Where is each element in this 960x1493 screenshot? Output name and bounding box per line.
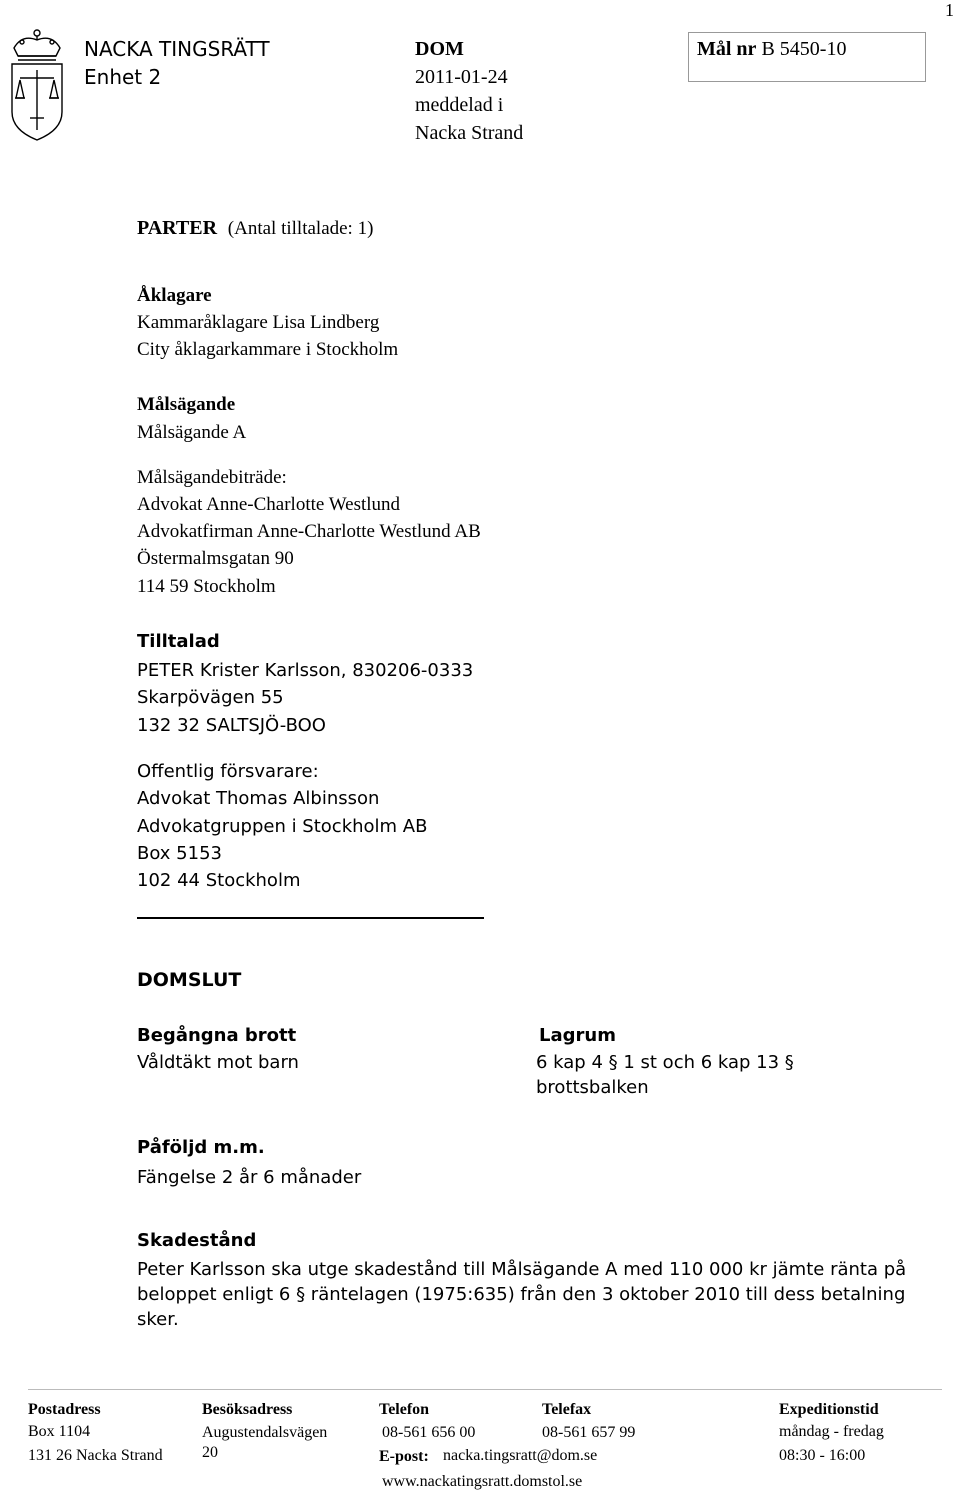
footer-postal-city: 131 26 Nacka Strand (28, 1447, 163, 1464)
court-header (84, 35, 270, 91)
crime-text: Våldtäkt mot barn (137, 1052, 299, 1073)
damages-line-2: beloppet enligt 6 § räntelagen (1975:635) från den 3 oktober 2010 till dess betalning (137, 1284, 906, 1305)
footer-hours-label: Expeditionstid (779, 1401, 879, 1418)
crimes-heading: Begångna brott (137, 1025, 297, 1046)
issued-line-2: Nacka Strand (415, 122, 524, 144)
counsel-city: 114 59 Stockholm (137, 576, 276, 597)
footer-email-label: E-post: (379, 1448, 429, 1465)
defendant-city: 132 32 SALTSJÖ-BOO (137, 715, 326, 736)
footer-email-link[interactable]: nacka.tingsratt@dom.se (443, 1447, 598, 1464)
defender-box: Box 5153 (137, 843, 222, 864)
plaintiff-heading: Målsägande (137, 394, 236, 415)
defendant-name: PETER Krister Karlsson, 830206-0333 (137, 660, 474, 681)
document-type: DOM (415, 38, 464, 60)
defender-firm: Advokatgruppen i Stockholm AB (137, 816, 428, 837)
damages-heading: Skadestånd (137, 1230, 257, 1251)
section-divider (137, 917, 484, 919)
damages-line-3: sker. (137, 1309, 179, 1330)
page-number: 1 (945, 0, 954, 20)
law-heading: Lagrum (539, 1025, 616, 1046)
court-unit: Enhet 2 (84, 65, 162, 89)
document-date: 2011-01-24 (415, 66, 508, 88)
footer-hours-time: 08:30 - 16:00 (779, 1447, 866, 1464)
verdict-heading: DOMSLUT (137, 969, 242, 991)
case-number-label: Mål nr (697, 38, 757, 60)
footer-visit-label: Besöksadress (202, 1401, 293, 1418)
document-header (415, 35, 523, 147)
parties-title: PARTER (137, 217, 218, 239)
parties-count-note: (Antal tilltalade: 1) (227, 218, 374, 239)
footer-phone: 08-561 656 00 (382, 1424, 476, 1441)
plaintiff-name: Målsägande A (137, 422, 247, 443)
footer-phone-label: Telefon (379, 1401, 430, 1418)
case-number-box (688, 32, 926, 82)
footer-website-link[interactable]: www.nackatingsratt.domstol.se (382, 1473, 583, 1490)
defender-city: 102 44 Stockholm (137, 870, 301, 891)
defender-name: Advokat Thomas Albinsson (137, 788, 380, 809)
footer-visit-street: Augustendalsvägen (202, 1424, 328, 1441)
counsel-street: Östermalmsgatan 90 (137, 548, 294, 569)
parties-heading (137, 215, 373, 242)
footer-visit-number: 20 (202, 1444, 218, 1461)
footer-hours-days: måndag - fredag (779, 1423, 884, 1440)
court-name: NACKA TINGSRÄTT (84, 37, 270, 61)
counsel-label: Målsägandebiträde: (137, 467, 287, 488)
footer-fax-label: Telefax (542, 1401, 592, 1418)
damages-line-1: Peter Karlsson ska utge skadestånd till Målsägande A med 110 000 kr jämte ränta på (137, 1259, 907, 1280)
footer-divider (28, 1389, 942, 1390)
coat-of-arms-logo (4, 26, 70, 153)
counsel-firm: Advokatfirman Anne-Charlotte Westlund AB (137, 521, 481, 542)
counsel-name: Advokat Anne-Charlotte Westlund (137, 494, 401, 515)
prosecutor-name: Kammaråklagare Lisa Lindberg (137, 312, 380, 333)
prosecutor-heading: Åklagare (137, 285, 212, 306)
case-number: B 5450-10 (761, 38, 847, 60)
defendant-street: Skarpövägen 55 (137, 687, 284, 708)
footer-postal-label: Postadress (28, 1401, 101, 1418)
law-line-1: 6 kap 4 § 1 st och 6 kap 13 § (536, 1052, 794, 1073)
law-line-2: brottsbalken (536, 1077, 649, 1098)
defendant-heading: Tilltalad (137, 631, 220, 652)
issued-line-1: meddelad i (415, 94, 504, 116)
sentence-heading: Påföljd m.m. (137, 1137, 265, 1158)
sentence-text: Fängelse 2 år 6 månader (137, 1167, 362, 1188)
footer-postal-box: Box 1104 (28, 1423, 91, 1440)
footer-fax: 08-561 657 99 (542, 1424, 636, 1441)
prosecutor-office: City åklagarkammare i Stockholm (137, 339, 399, 360)
defender-label: Offentlig försvarare: (137, 761, 319, 782)
